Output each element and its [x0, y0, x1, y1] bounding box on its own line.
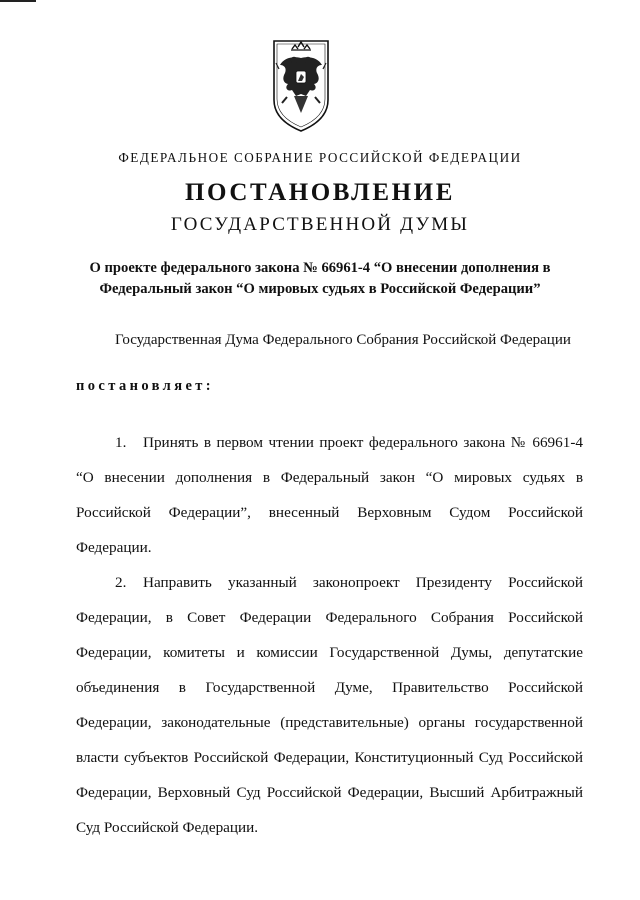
subject-line: О проекте федерального закона № 66961-4 “О внесении дополнения в [89, 260, 551, 276]
document-type-title: ПОСТАНОВЛЕНИЕ [184, 179, 456, 206]
item-lead-line: Принять в первом чтении проект федерального закона № 66961-4 [143, 434, 583, 451]
coat-of-arms-emblem [270, 38, 332, 134]
item-lead-line: Направить указанный законопроект Президенту Российской [143, 574, 583, 591]
item-text-line: Федерации, комитеты и комиссии Государственной Думы, депутатские [76, 644, 583, 661]
item-text-line: Федерации, Верховный Суд Российской Федерации, Высший Арбитражный [76, 784, 583, 801]
item-text-line: власти субъектов Российской Федерации, Конституционный Суд Российской [76, 749, 583, 766]
item-text-line: “О внесении дополнения в Федеральный закон “О мировых судьях в [76, 469, 583, 486]
assembly-title: ФЕДЕРАЛЬНОЕ СОБРАНИЕ РОССИЙСКОЙ ФЕДЕРАЦИИ [118, 150, 522, 165]
document-issuer-title: ГОСУДАРСТВЕННОЙ ДУМЫ [170, 214, 470, 235]
item-number: 2. [115, 574, 127, 591]
preamble-text: Государственная Дума Федерального Собрания Российской Федерации [115, 332, 571, 348]
item-text-line: Федерации. [76, 539, 152, 556]
subject-line: Федеральный закон “О мировых судьях в Российской Федерации” [99, 281, 541, 297]
page-edge-marker [0, 0, 36, 2]
item-text-line: Федерации, в Совет Федерации Федерального Собрания Российской [76, 609, 583, 626]
item-number: 1. [115, 434, 127, 451]
document-subject [60, 258, 580, 300]
decree-word: постановляет: [76, 378, 215, 394]
item-text-line: Федерации, законодательные (представительные) органы государственной [76, 714, 583, 731]
item-text-line: Российской Федерации”, внесенный Верховным Судом Российской [76, 504, 583, 521]
item-text-line: Суд Российской Федерации. [76, 819, 259, 836]
item-text-line: объединения в Государственной Думе, Правительство Российской [76, 679, 583, 696]
